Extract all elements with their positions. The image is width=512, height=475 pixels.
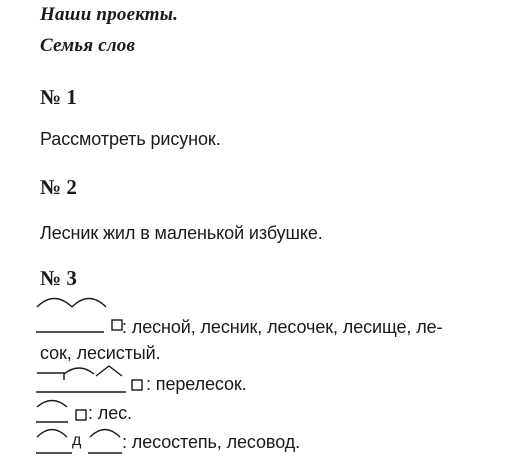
root-arc-icon xyxy=(64,368,94,374)
root-arc-icon xyxy=(37,430,67,438)
ending-box-icon xyxy=(76,410,86,420)
root-arc-icon xyxy=(72,299,106,308)
task-3-line-1: : лесной, лесник, лесочек, лесище, ле- xyxy=(122,317,443,337)
topic-title: Семья слов xyxy=(40,35,136,56)
word-scheme-prefix-root-root xyxy=(34,292,134,338)
task-3-line-3: : перелесок. xyxy=(146,374,247,394)
connector-letter: д xyxy=(72,432,82,449)
task-1-text: Рассмотреть рисунок. xyxy=(40,129,221,149)
task-3-number: № 3 xyxy=(40,266,77,290)
task-3-line-2: сок, лесистый. xyxy=(40,343,161,363)
word-scheme-compound xyxy=(34,425,134,459)
task-2-number: № 2 xyxy=(40,175,77,199)
word-scheme-perelesok xyxy=(34,362,144,398)
ending-box-icon xyxy=(112,320,122,330)
task-3-line-4: : лес. xyxy=(88,403,132,423)
word-scheme-les xyxy=(34,397,94,427)
task-2-text: Лесник жил в маленькой избушке. xyxy=(40,223,323,243)
ending-box-icon xyxy=(132,380,142,390)
task-3-line-5: : лесостепь, лесовод. xyxy=(122,432,301,452)
suffix-caret-icon xyxy=(96,366,122,376)
root-arc-icon xyxy=(37,299,72,308)
prefix-corner-icon xyxy=(37,373,64,380)
section-title: Наши проекты. xyxy=(40,4,179,25)
task-1-number: № 1 xyxy=(40,85,77,109)
root-arc-icon xyxy=(37,401,67,408)
root-arc-icon xyxy=(90,430,120,438)
